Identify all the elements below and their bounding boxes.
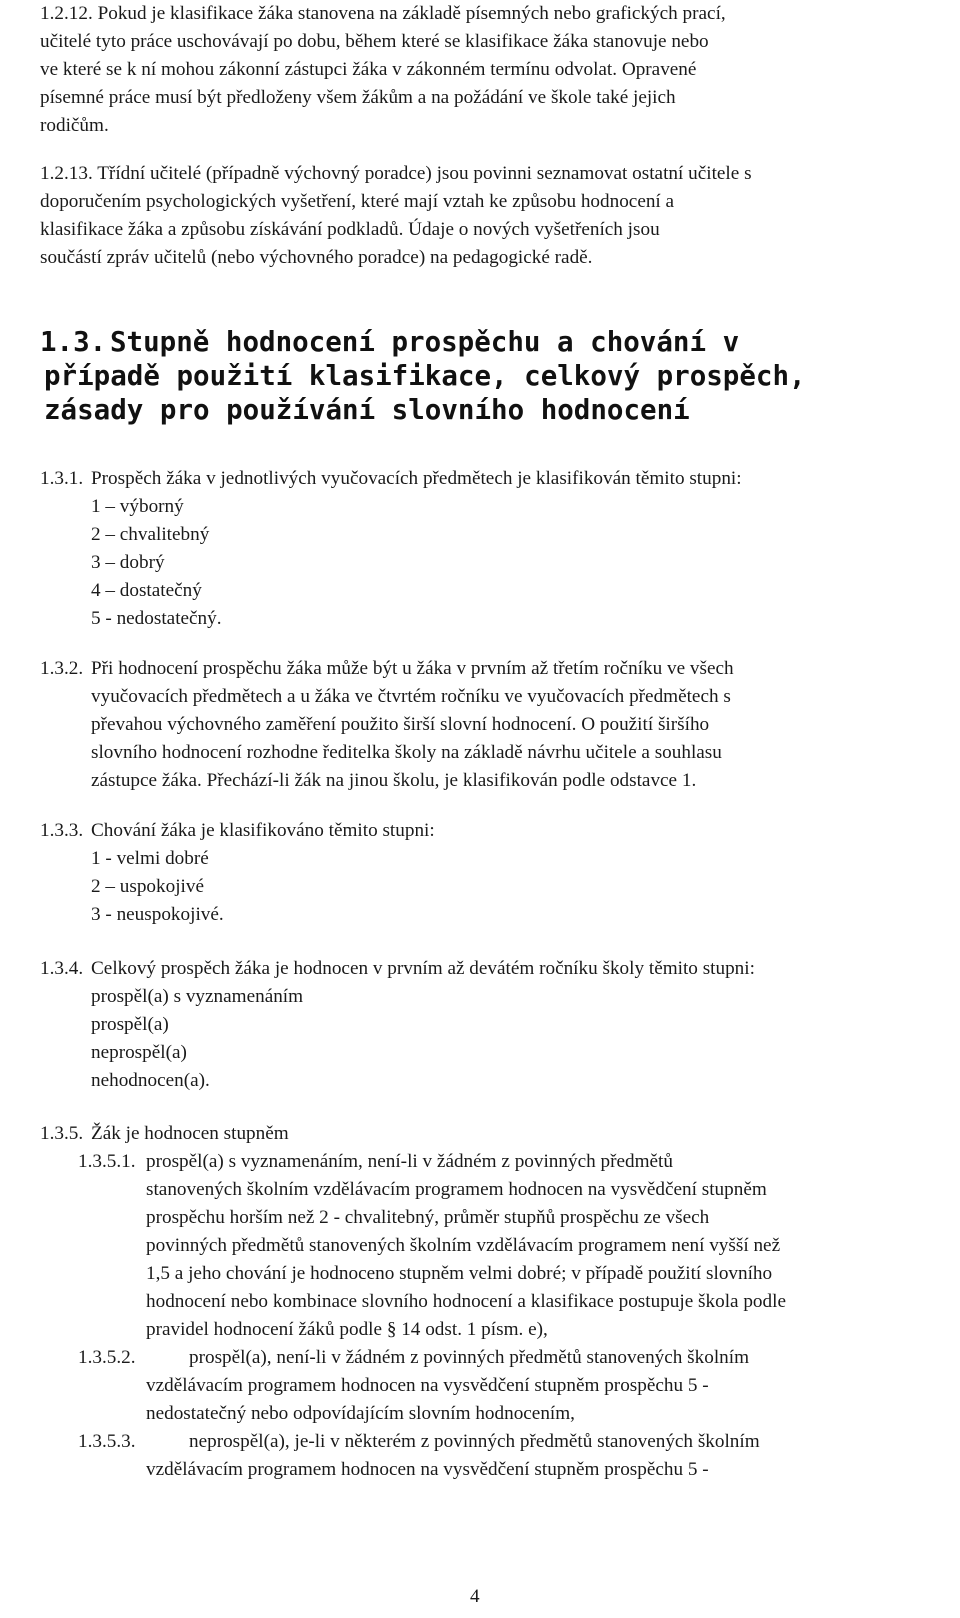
heading-line: zásady pro používání slovního hodnocení xyxy=(44,394,690,426)
text-line: 1.2.12. Pokud je klasifikace žáka stanovena na základě písemných nebo grafických prací, xyxy=(40,3,726,24)
text-line: Žák je hodnocen stupněm xyxy=(91,1123,289,1144)
text-line: 1.2.13. Třídní učitelé (případně výchovný poradce) jsou povinni seznamovat ostatní učitele s xyxy=(40,163,752,184)
grade-item: prospěl(a) s vyznamenáním xyxy=(91,986,304,1007)
text-line: zástupce žáka. Přechází-li žák na jinou školu, je klasifikován podle odstavce 1. xyxy=(91,770,697,791)
page-number: 4 xyxy=(470,1586,480,1607)
section-number: 1.3.3. xyxy=(40,820,84,841)
text-line: Při hodnocení prospěchu žáka může být u žáka v prvním až třetím ročníku ve všech xyxy=(91,658,734,679)
grade-item: 2 – chvalitebný xyxy=(91,524,210,545)
grade-item: 1 - velmi dobré xyxy=(91,848,209,869)
grade-item: 2 – uspokojivé xyxy=(91,876,204,897)
text-line: prospěl(a) s vyznamenáním, není-li v žádném z povinných předmětů xyxy=(146,1151,673,1172)
grade-item: 3 - neuspokojivé. xyxy=(91,904,224,925)
grade-item: nehodnocen(a). xyxy=(91,1070,210,1091)
text-line: učitelé tyto práce uschovávají po dobu, během které se klasifikace žáka stanovuje nebo xyxy=(40,31,709,52)
grade-item: prospěl(a) xyxy=(91,1014,169,1035)
grade-item: 3 – dobrý xyxy=(91,552,165,573)
text-line: prospěl(a), není-li v žádném z povinných předmětů stanovených školním xyxy=(189,1347,750,1368)
text-line: neprospěl(a), je-li v některém z povinných předmětů stanovených školním xyxy=(189,1431,760,1452)
text-line: 1,5 a jeho chování je hodnoceno stupněm velmi dobré; v případě použití slovního xyxy=(146,1263,773,1284)
grade-item: 4 – dostatečný xyxy=(91,580,202,601)
text-line: vzdělávacím programem hodnocen na vysvědčení stupněm prospěchu 5 - xyxy=(146,1459,709,1480)
text-line: hodnocení nebo kombinace slovního hodnocení a klasifikace postupuje škola podle xyxy=(146,1291,786,1312)
subsection-number: 1.3.5.2. xyxy=(78,1347,136,1368)
text-line: povinných předmětů stanovených školním vzdělávacím programem není vyšší než xyxy=(146,1235,781,1256)
section-number: 1.3.1. xyxy=(40,468,84,489)
text-line: písemné práce musí být předloženy všem žákům a na požádání ve škole také jejich xyxy=(40,87,676,108)
grade-item: neprospěl(a) xyxy=(91,1042,187,1063)
text-line: rodičům. xyxy=(40,115,109,136)
text-line: Prospěch žáka v jednotlivých vyučovacích předmětech je klasifikován těmito stupni: xyxy=(91,468,742,489)
text-line: součástí zpráv učitelů (nebo výchovného poradce) na pedagogické radě. xyxy=(40,247,593,268)
text-line: klasifikace žáka a způsobu získávání podkladů. Údaje o nových vyšetřeních jsou xyxy=(40,219,660,240)
text-line: Chování žáka je klasifikováno těmito stupni: xyxy=(91,820,435,841)
subsection-number: 1.3.5.3. xyxy=(78,1431,136,1452)
heading-line: Stupně hodnocení prospěchu a chování v xyxy=(110,326,740,358)
grade-item: 1 – výborný xyxy=(91,496,184,517)
text-line: prospěchu horším než 2 - chvalitebný, průměr stupňů prospěchu ze všech xyxy=(146,1207,710,1228)
subsection-number: 1.3.5.1. xyxy=(78,1151,136,1172)
grade-item: 5 - nedostatečný. xyxy=(91,608,222,629)
text-line: vzdělávacím programem hodnocen na vysvědčení stupněm prospěchu 5 - xyxy=(146,1375,709,1396)
text-line: Celkový prospěch žáka je hodnocen v prvním až devátém ročníku školy těmito stupni: xyxy=(91,958,755,979)
section-number: 1.3.5. xyxy=(40,1123,84,1144)
text-line: ve které se k ní mohou zákonní zástupci žáka v zákonném termínu odvolat. Opravené xyxy=(40,59,697,80)
text-line: vyučovacích předmětech a u žáka ve čtvrtém ročníku ve vyučovacích předmětech s xyxy=(91,686,731,707)
text-line: pravidel hodnocení žáků podle § 14 odst. 1 písm. e), xyxy=(146,1319,548,1340)
text-line: převahou výchovného zaměření použito širší slovní hodnocení. O použití širšího xyxy=(91,714,710,735)
text-line: slovního hodnocení rozhodne ředitelka školy na základě návrhu učitele a souhlasu xyxy=(91,742,722,763)
heading-line: případě použití klasifikace, celkový prospěch, xyxy=(44,360,806,392)
text-line: stanovených školním vzdělávacím programem hodnocen na vysvědčení stupněm xyxy=(146,1179,767,1200)
section-number: 1.3.4. xyxy=(40,958,84,979)
heading-number: 1.3. xyxy=(40,326,107,358)
section-number: 1.3.2. xyxy=(40,658,84,679)
text-line: doporučením psychologických vyšetření, které mají vztah ke způsobu hodnocení a xyxy=(40,191,675,212)
text-line: nedostatečný nebo odpovídajícím slovním hodnocením, xyxy=(146,1403,575,1424)
